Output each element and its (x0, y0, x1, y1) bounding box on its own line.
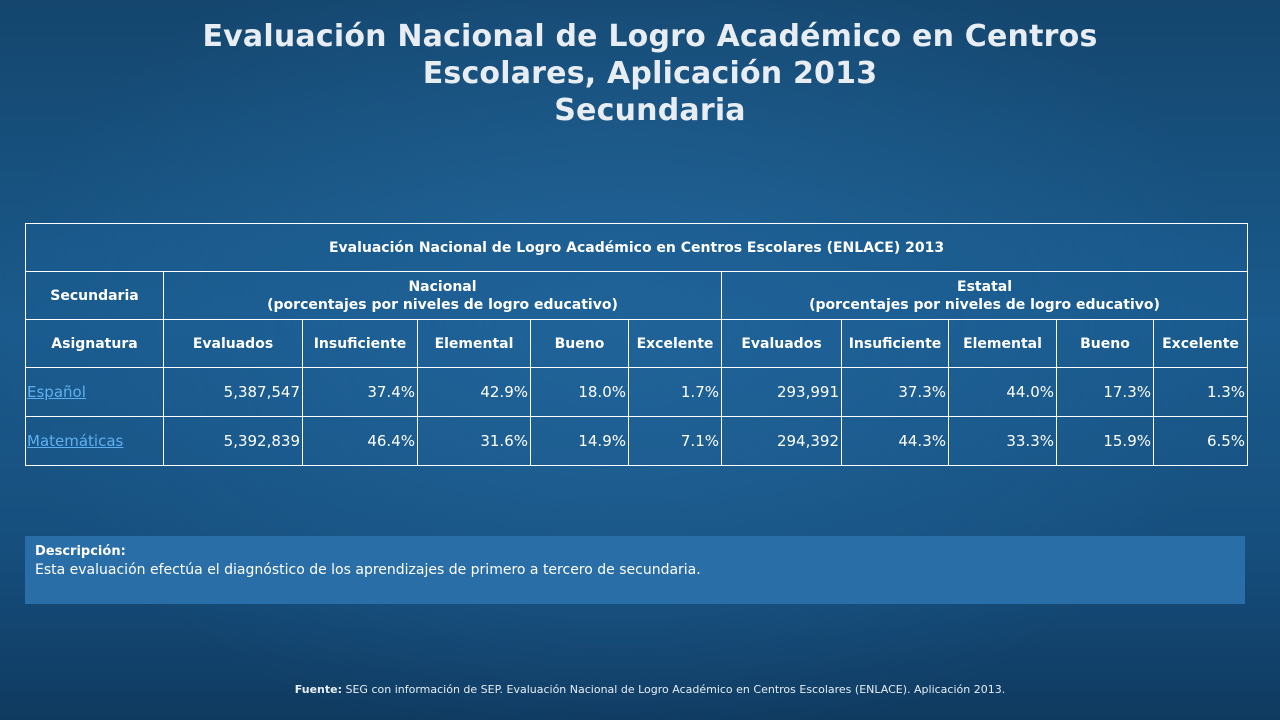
table-cell: 44.0% (949, 368, 1057, 417)
title-line-3: Secundaria (554, 93, 746, 128)
table-cell: 44.3% (842, 417, 949, 466)
nacional-subtitle: (porcentajes por niveles de logro educativo) (267, 296, 618, 313)
results-table-container (25, 223, 1247, 466)
results-table (25, 223, 1248, 466)
table-header-row (26, 320, 1248, 368)
slide-title (0, 18, 1280, 129)
nacional-group-header (164, 272, 722, 320)
description-title: Descripción: (35, 544, 126, 559)
subject-link-matematicas[interactable]: Matemáticas (27, 432, 124, 450)
column-header: Excelente (629, 320, 722, 368)
table-cell: 33.3% (949, 417, 1057, 466)
subject-cell (26, 368, 164, 417)
table-cell: 5,392,839 (164, 417, 303, 466)
table-cell: 6.5% (1154, 417, 1248, 466)
column-header: Elemental (949, 320, 1057, 368)
column-header: Asignatura (26, 320, 164, 368)
table-cell: 15.9% (1057, 417, 1154, 466)
table-cell: 1.7% (629, 368, 722, 417)
table-cell: 14.9% (531, 417, 629, 466)
column-header: Bueno (531, 320, 629, 368)
nacional-title: Nacional (408, 278, 477, 295)
title-line-1: Evaluación Nacional de Logro Académico en Centros (202, 19, 1098, 54)
source-label: Fuente: (294, 683, 342, 696)
column-header: Elemental (418, 320, 531, 368)
table-row (26, 368, 1248, 417)
table-cell: 42.9% (418, 368, 531, 417)
column-header: Insuficiente (303, 320, 418, 368)
estatal-title: Estatal (957, 278, 1013, 295)
column-header: Evaluados (164, 320, 303, 368)
table-cell: 37.4% (303, 368, 418, 417)
table-cell: 7.1% (629, 417, 722, 466)
table-cell: 294,392 (722, 417, 842, 466)
column-header: Bueno (1057, 320, 1154, 368)
estatal-group-header (722, 272, 1248, 320)
table-row (26, 417, 1248, 466)
level-label: Secundaria (26, 272, 164, 320)
description-text: Esta evaluación efectúa el diagnóstico de los aprendizajes de primero a tercero de secundaria. (35, 562, 701, 578)
table-cell: 46.4% (303, 417, 418, 466)
table-cell: 31.6% (418, 417, 531, 466)
table-cell: 1.3% (1154, 368, 1248, 417)
description-box (25, 536, 1245, 604)
table-caption-row (26, 224, 1248, 272)
column-header: Evaluados (722, 320, 842, 368)
subject-cell (26, 417, 164, 466)
table-cell: 37.3% (842, 368, 949, 417)
subject-link-espanol[interactable]: Español (27, 383, 86, 401)
table-cell: 5,387,547 (164, 368, 303, 417)
table-group-row (26, 272, 1248, 320)
table-caption: Evaluación Nacional de Logro Académico en Centros Escolares (ENLACE) 2013 (26, 224, 1248, 272)
column-header: Insuficiente (842, 320, 949, 368)
source-text: SEG con información de SEP. Evaluación Nacional de Logro Académico en Centros Escolares (ENLACE). Aplicación 2013. (342, 683, 1006, 696)
source-note (0, 683, 1280, 696)
table-cell: 17.3% (1057, 368, 1154, 417)
estatal-subtitle: (porcentajes por niveles de logro educativo) (809, 296, 1160, 313)
column-header: Excelente (1154, 320, 1248, 368)
table-cell: 18.0% (531, 368, 629, 417)
table-cell: 293,991 (722, 368, 842, 417)
title-line-2: Escolares, Aplicación 2013 (422, 56, 878, 91)
